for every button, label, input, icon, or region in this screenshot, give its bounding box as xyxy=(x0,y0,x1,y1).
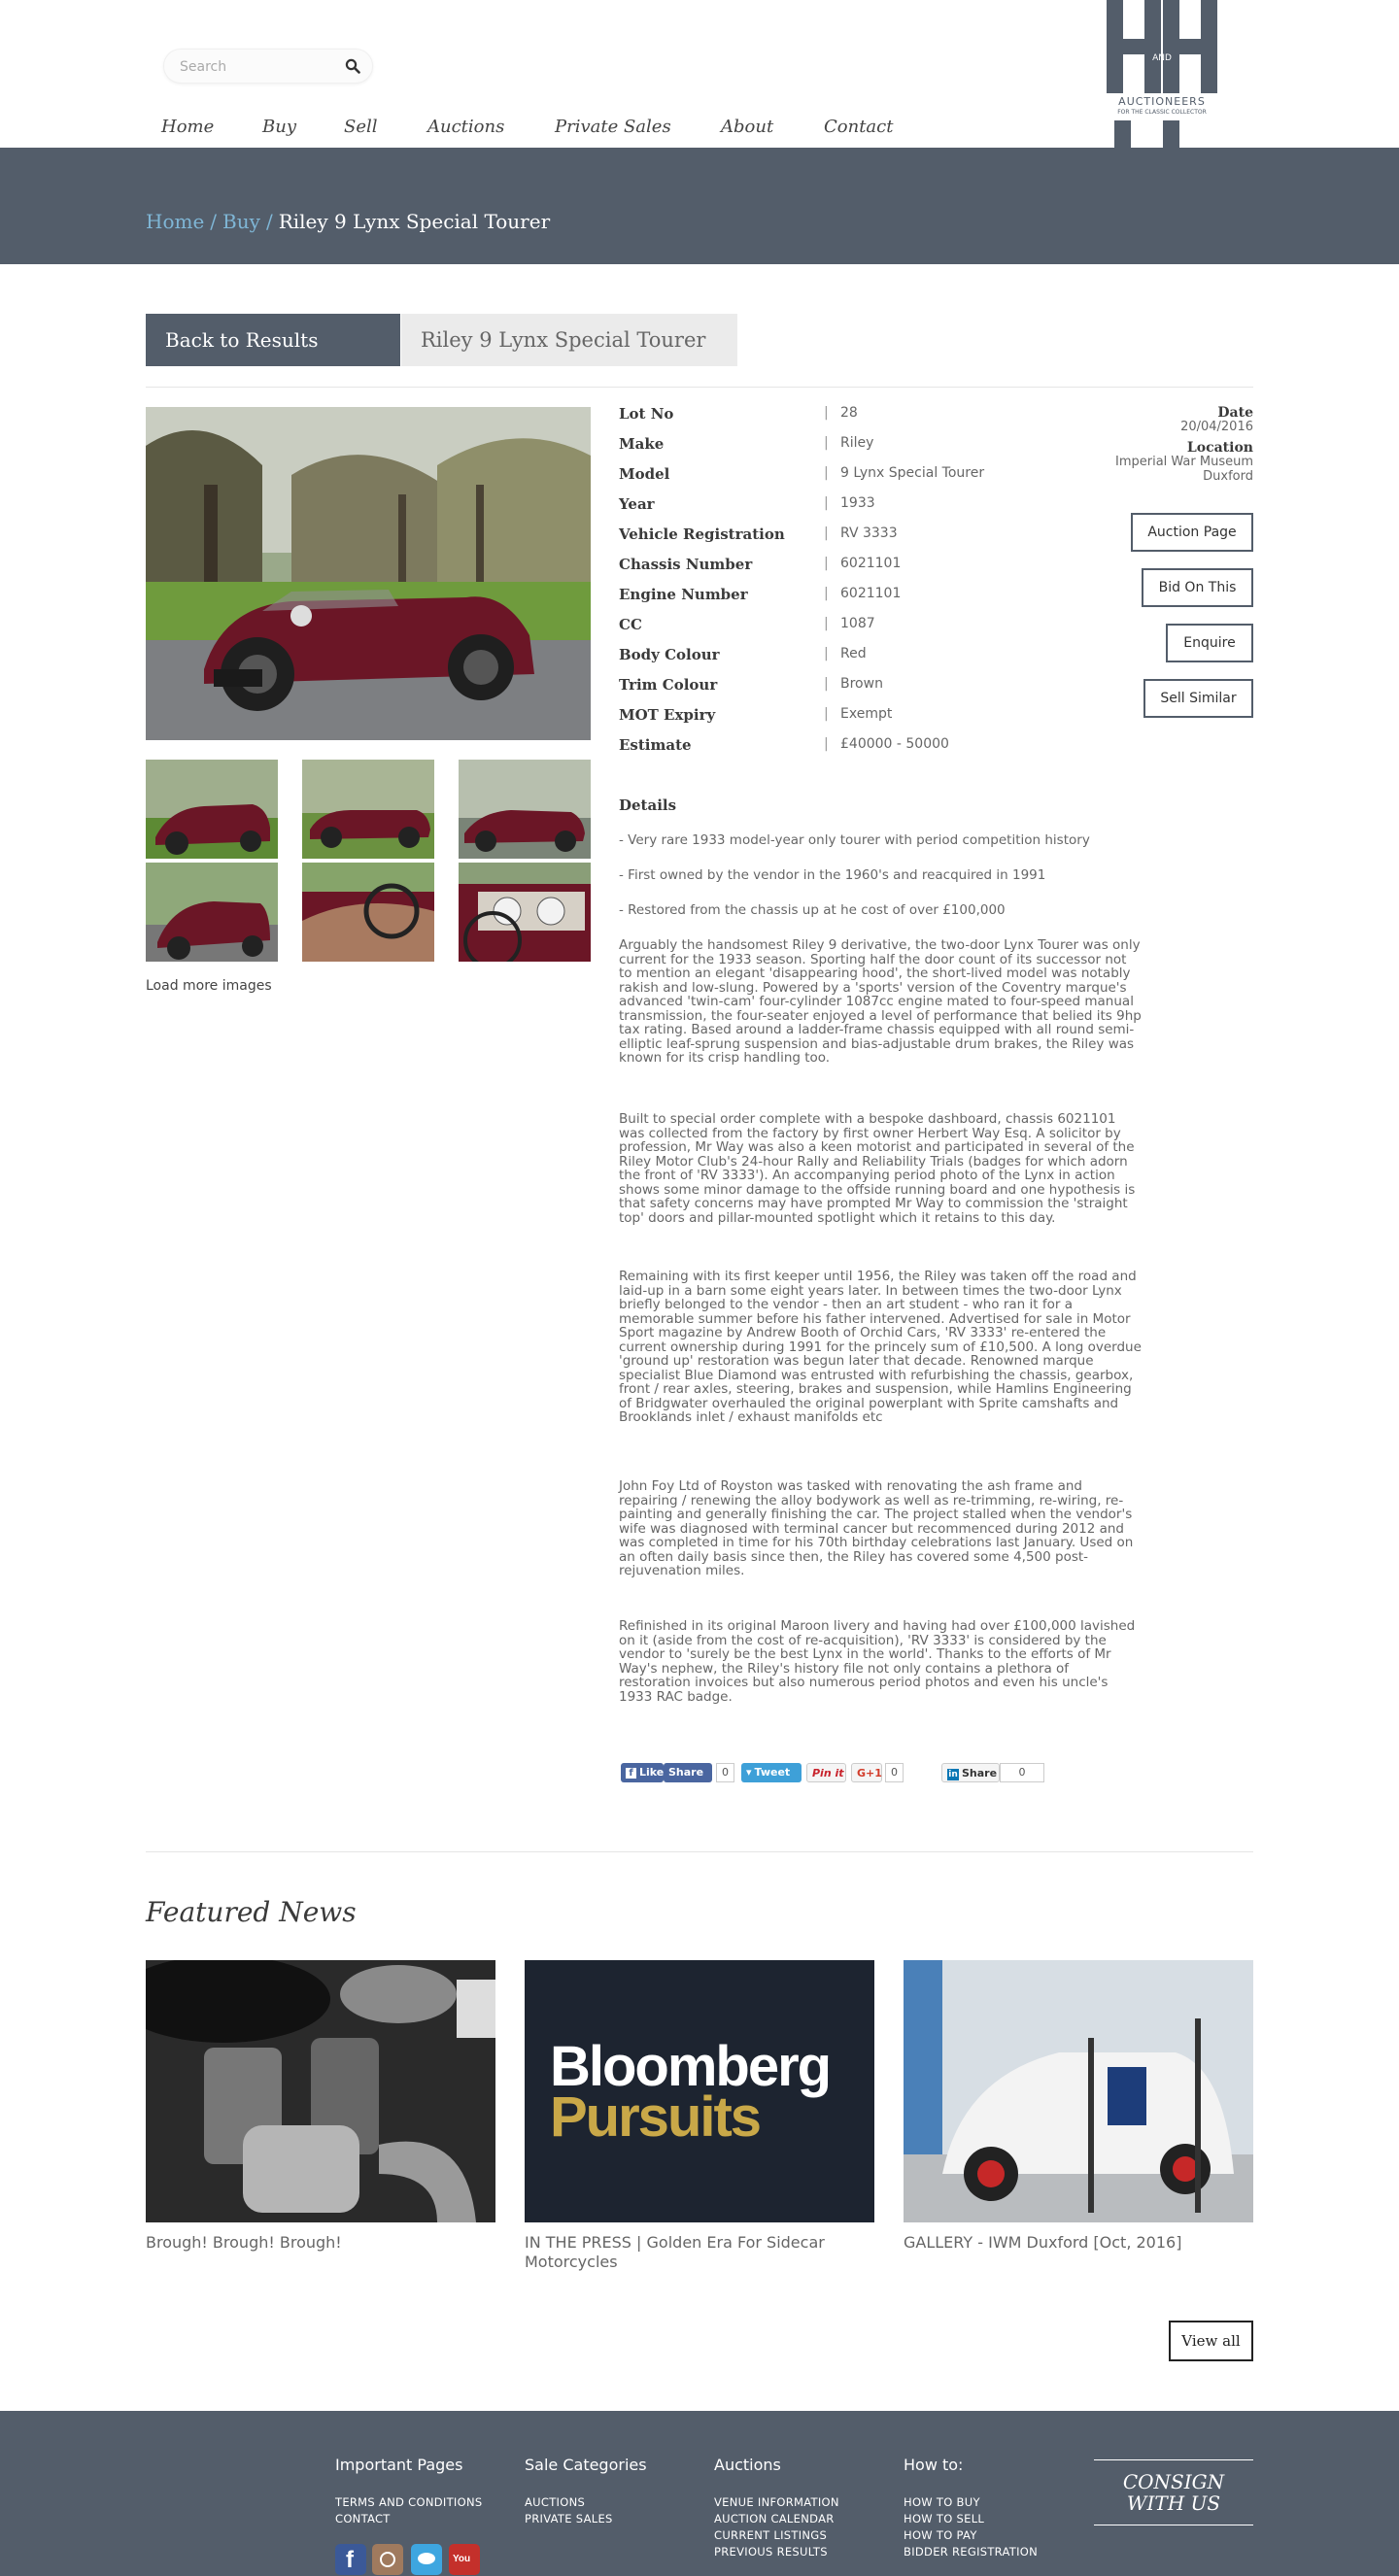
spec-value-chassis: 6021101 xyxy=(840,556,902,571)
sale-date: 20/04/2016 xyxy=(1180,420,1253,434)
spec-divider: | xyxy=(824,556,829,571)
news-caption[interactable]: GALLERY - IWM Duxford [Oct, 2016] xyxy=(904,2233,1182,2252)
spec-label-engine: Engine Number xyxy=(619,586,748,603)
divider xyxy=(146,1851,1253,1852)
footer-link-private-sales[interactable]: PRIVATE SALES xyxy=(525,2512,613,2525)
footer-heading: Important Pages xyxy=(335,2456,463,2474)
spec-divider: | xyxy=(824,706,829,722)
logo-tagline: AUCTIONEERS xyxy=(1118,95,1206,108)
linkedin-share-count: 0 xyxy=(1000,1763,1044,1782)
featured-news-heading: Featured News xyxy=(146,1896,357,1928)
spec-divider: | xyxy=(824,586,829,601)
breadcrumb xyxy=(146,210,550,233)
details-bullet: - First owned by the vendor in the 1960's and reacquired in 1991 xyxy=(619,867,1046,883)
linkedin-label: Share xyxy=(962,1767,998,1779)
spec-label-year: Year xyxy=(619,495,655,513)
view-all-button[interactable]: View all xyxy=(1169,2321,1253,2361)
spec-value-body-colour: Red xyxy=(840,646,867,661)
spec-value-lot-no: 28 xyxy=(840,405,858,421)
auction-page-button[interactable]: Auction Page xyxy=(1131,513,1253,552)
facebook-share-count: 0 xyxy=(716,1763,734,1782)
spec-divider: | xyxy=(824,465,829,481)
spec-label-model: Model xyxy=(619,465,670,483)
footer-link-venue[interactable]: VENUE INFORMATION xyxy=(714,2495,839,2509)
breadcrumb-current: Riley 9 Lynx Special Tourer xyxy=(278,210,551,233)
facebook-like-button[interactable] xyxy=(621,1763,664,1782)
facebook-icon[interactable]: f xyxy=(335,2544,366,2575)
bid-on-this-button[interactable]: Bid On This xyxy=(1142,568,1253,607)
footer-link-contact[interactable]: CONTACT xyxy=(335,2512,391,2525)
details-heading: Details xyxy=(619,797,677,814)
details-paragraph: Remaining with its first keeper until 1956, the Riley was taken off the road and laid-up in a barn some eight years later. In between times the two-door Lynx briefly belonged to the vendor - then an art student - who ran it for a memorable summer before his father intervened. Advertised for sale in Motor Sport magazine by Andrew Booth of Orchid Cars, 'RV 3333' re-entered the current ownership during 1991 for the princely sum of £10,500. A long overdue 'ground up' restoration was begun later that decade. Renowned marque specialist Blue Diamond was entrusted with refurbishing the chassis, gearbox, front / rear axles, steering, brakes and suspension, while Hamlins Engineering of Bridgwater overhauled the original powerplant with Sprite camshafts and Brooklands inlet / exhaust manifolds etc xyxy=(619,1269,1142,1425)
details-paragraph: Built to special order complete with a bespoke dashboard, chassis 6021101 was collected from the factory by first owner Herbert Way Esq. A solicitor by profession, Mr Way was also a keen motorist and participated in several of the Riley Motor Club's 24-hour Rally and Reliability Trials (badges for which adorn the front of 'RV 3333'). An accompanying period photo of the Lynx in action shows some minor damage to the offside running board and one hypothesis is that safety concerns may have prompted Mr Way to commission the 'straight top' doors and pillar-mounted spotlight which it retains to this day. xyxy=(619,1111,1136,1226)
gallery-thumbnail[interactable] xyxy=(146,863,278,962)
breadcrumb-buy[interactable]: Buy xyxy=(222,210,260,233)
spec-label-mot-expiry: MOT Expiry xyxy=(619,706,716,724)
gallery-thumbnail[interactable] xyxy=(146,760,278,859)
spec-label-estimate: Estimate xyxy=(619,736,692,754)
gallery-thumbnail[interactable] xyxy=(459,760,591,859)
spec-label-chassis: Chassis Number xyxy=(619,556,753,573)
tweet-label: Tweet xyxy=(754,1766,791,1779)
nav-buy[interactable]: Buy xyxy=(262,117,296,137)
facebook-share-button[interactable]: Share xyxy=(664,1763,712,1782)
back-to-results-button[interactable]: Back to Results xyxy=(146,314,400,366)
divider xyxy=(146,387,1253,388)
youtube-icon[interactable]: You xyxy=(449,2544,480,2575)
breadcrumb-separator: / xyxy=(210,210,218,233)
location-label: Location xyxy=(1186,440,1253,456)
footer-link-previous[interactable]: PREVIOUS RESULTS xyxy=(714,2545,828,2559)
spec-divider: | xyxy=(824,646,829,661)
nav-home[interactable]: Home xyxy=(161,117,215,137)
instagram-icon[interactable] xyxy=(372,2544,403,2575)
pinterest-pin-button[interactable]: Pin it xyxy=(806,1763,846,1782)
spec-divider: | xyxy=(824,405,829,421)
load-more-images-link[interactable]: Load more images xyxy=(146,978,272,994)
spec-value-model: 9 Lynx Special Tourer xyxy=(840,465,985,481)
news-image-porsche[interactable] xyxy=(904,1960,1253,2222)
spec-label-make: Make xyxy=(619,435,665,453)
logo-and-text: AND xyxy=(1152,53,1172,63)
main-car-photo[interactable] xyxy=(146,407,591,740)
spec-value-make: Riley xyxy=(840,435,874,451)
consign-with-us-button[interactable] xyxy=(1094,2459,1253,2525)
footer-link-auctions[interactable]: AUCTIONS xyxy=(525,2495,586,2509)
news-caption[interactable]: IN THE PRESS | Golden Era For Sidecar Motorcycles xyxy=(525,2233,825,2271)
footer-link-bidder-registration[interactable]: BIDDER REGISTRATION xyxy=(904,2545,1039,2559)
spec-value-trim-colour: Brown xyxy=(840,676,883,692)
news-image-motorcycle[interactable] xyxy=(146,1960,495,2222)
footer-link-how-to-sell[interactable]: HOW TO SELL xyxy=(904,2512,985,2525)
footer-heading: How to: xyxy=(904,2456,964,2474)
sale-location-venue: Imperial War Museum xyxy=(1114,455,1253,469)
consign-line: CONSIGN xyxy=(1122,2470,1225,2493)
page-title: Riley 9 Lynx Special Tourer xyxy=(401,314,737,366)
spec-label-body-colour: Body Colour xyxy=(619,646,720,663)
page-banner xyxy=(0,148,1399,264)
gallery-thumbnail[interactable] xyxy=(302,760,434,859)
footer-link-calendar[interactable]: AUCTION CALENDAR xyxy=(714,2512,835,2525)
news-image-bloomberg[interactable] xyxy=(525,1960,874,2222)
gallery-thumbnail[interactable] xyxy=(302,863,434,962)
footer-heading: Auctions xyxy=(714,2456,781,2474)
details-paragraph: Arguably the handsomest Riley 9 derivative, the two-door Lynx Tourer was only current for the 1933 season. Sporting half the door count of its successor not to mention an elegant 'disappearing hood', the short-lived model was notably rakish and low-slung. Powered by a 'sports' version of the Coventry marque's advanced 'twin-cam' four-cylinder 1087cc engine mated to four-speed manual transmission, the four-seater enjoyed a level of performance that belied its 9hp tax rating. Based around a ladder-frame chassis equipped with all round semi-elliptic leaf-sprung suspension and bias-adjustable drum brakes, the Riley was known for its crisp handling too. xyxy=(619,937,1142,1066)
enquire-button[interactable]: Enquire xyxy=(1166,624,1253,662)
footer-link-terms[interactable]: TERMS AND CONDITIONS xyxy=(335,2495,483,2509)
nav-contact[interactable]: Contact xyxy=(824,117,894,137)
search-icon[interactable] xyxy=(345,58,360,74)
breadcrumb-home[interactable]: Home xyxy=(146,210,205,233)
details-paragraph: John Foy Ltd of Royston was tasked with renovating the ash frame and repairing / renewing the alloy bodywork as well as re-trimming, re-wiring, re-painting and generally finishing the car. The project stalled when the vendor's wife was diagnosed with terminal cancer but recommenced during 2012 and was completed in time for his 70th birthday celebrations last January. Used on an often daily basis since then, the Riley has covered some 4,500 post-rejuvenation miles. xyxy=(619,1478,1134,1578)
search-box[interactable] xyxy=(163,49,373,84)
spec-value-cc: 1087 xyxy=(840,616,875,631)
spec-divider: | xyxy=(824,676,829,692)
like-label: Like xyxy=(639,1766,665,1779)
twitter-icon[interactable] xyxy=(411,2544,442,2575)
logo-subtagline: FOR THE CLASSIC COLLECTOR xyxy=(1117,109,1207,116)
details-paragraph: Refinished in its original Maroon livery and having had over £100,000 lavished on it (aside from the cost of re-acquisition), 'RV 3333' is considered by the vendor to 'surely be the best Lynx in the world'. Thanks to the efforts of Mr Way's nephew, the Riley's history file not only contains a plethora of restoration invoices but also numerous period photos and even his uncle's 1933 RAC badge. xyxy=(619,1618,1136,1705)
spec-label-trim-colour: Trim Colour xyxy=(619,676,718,694)
spec-value-year: 1933 xyxy=(840,495,875,511)
sale-location-town: Duxford xyxy=(1203,469,1253,484)
details-bullet: - Very rare 1933 model-year only tourer with period competition history xyxy=(619,832,1090,848)
twitter-tweet-button[interactable] xyxy=(741,1763,802,1782)
linkedin-share-button[interactable] xyxy=(941,1763,1000,1782)
hh-logo-mark xyxy=(1105,0,1219,148)
spec-label-lot-no: Lot No xyxy=(619,405,674,423)
facebook-icon: f xyxy=(626,1768,636,1779)
breadcrumb-separator: / xyxy=(265,210,273,233)
footer-link-how-to-pay[interactable]: HOW TO PAY xyxy=(904,2528,977,2542)
spec-value-registration: RV 3333 xyxy=(840,525,898,541)
spec-label-registration: Vehicle Registration xyxy=(619,525,785,543)
news-caption[interactable]: Brough! Brough! Brough! xyxy=(146,2233,342,2252)
footer-heading: Sale Categories xyxy=(525,2456,647,2474)
spec-divider: | xyxy=(824,525,829,541)
spec-divider: | xyxy=(824,616,829,631)
nav-about[interactable]: About xyxy=(721,117,774,137)
spec-value-engine: 6021101 xyxy=(840,586,902,601)
spec-divider: | xyxy=(824,736,829,752)
search-input[interactable] xyxy=(178,56,337,78)
spec-value-estimate: £40000 - 50000 xyxy=(840,736,949,752)
spec-divider: | xyxy=(824,435,829,451)
spec-label-cc: CC xyxy=(619,616,642,633)
twitter-icon: ▾ xyxy=(746,1766,752,1779)
site-logo[interactable] xyxy=(1105,0,1219,148)
bloomberg-logo-line1: Bloomberg xyxy=(550,2035,831,2098)
footer-link-how-to-buy[interactable]: HOW TO BUY xyxy=(904,2495,980,2509)
date-label: Date xyxy=(1217,405,1253,421)
linkedin-icon: in xyxy=(948,1770,958,1779)
spec-value-mot-expiry: Exempt xyxy=(840,706,893,722)
nav-auctions[interactable]: Auctions xyxy=(427,117,505,137)
footer-link-current[interactable]: CURRENT LISTINGS xyxy=(714,2528,828,2542)
consign-line: WITH US xyxy=(1126,2491,1221,2515)
google-plus-count: 0 xyxy=(885,1763,904,1782)
gallery-thumbnail[interactable] xyxy=(459,863,591,962)
details-bullet: - Restored from the chassis up at he cost of over £100,000 xyxy=(619,902,1006,918)
site-header xyxy=(0,0,1399,148)
sell-similar-button[interactable]: Sell Similar xyxy=(1143,679,1253,718)
nav-private-sales[interactable]: Private Sales xyxy=(555,117,671,137)
google-plus-button[interactable]: G+1 xyxy=(851,1763,882,1782)
spec-divider: | xyxy=(824,495,829,511)
nav-sell[interactable]: Sell xyxy=(344,117,378,137)
bloomberg-logo-line2: Pursuits xyxy=(550,2085,761,2149)
